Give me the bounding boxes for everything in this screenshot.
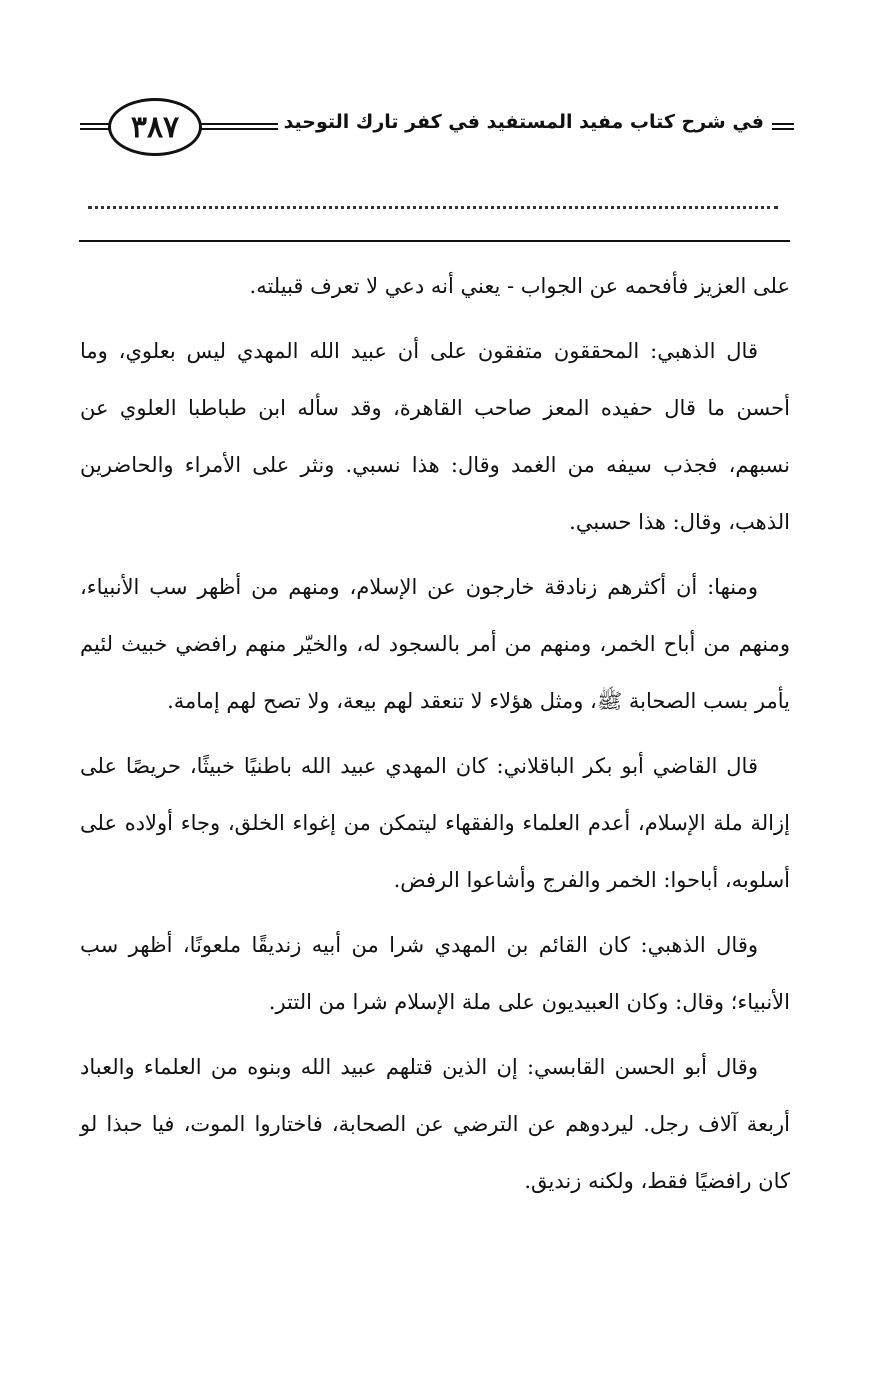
paragraph: قال القاضي أبو بكر الباقلاني: كان المهدي عبيد الله باطنيًا خبيثًا، حريصًا على إزالة ملة الإسلام، أعدم العلماء والفقهاء ليتمكن من إغواء الخلق، وجاء أولاده على أسلوبه، أباحوا: الخمر والفرج وأشاعوا الرفض. xyxy=(80,754,790,892)
page-header xyxy=(80,98,792,160)
ornament-double-line xyxy=(772,123,794,130)
paragraph: ومنها: أن أكثرهم زنادقة خارجون عن الإسلام، ومنهم من أظهر سب الأنبياء، ومنهم من أباح الخمر، ومنهم من أمر بالسجود له، والخيّر منهم رافضي خبيث لئيم يأمر بسب الصحابة ﷺ، ومثل هؤلاء لا تنعقد لهم بيعة، ولا تصح لهم إمامة. xyxy=(80,575,790,713)
running-title: في شرح كتاب مفيد المستفيد في كفر تارك التوحيد xyxy=(283,111,764,133)
paragraph: على العزيز فأفحمه عن الجواب - يعني أنه دعي لا تعرف قبيلته. xyxy=(249,274,790,298)
header-rule xyxy=(79,240,790,242)
paragraph: وقال الذهبي: كان القائم بن المهدي شرا من أبيه زنديقًا ملعونًا، أظهر سب الأنبياء؛ وقال: وكان العبيديون على ملة الإسلام شرا من التتر. xyxy=(80,933,790,1014)
paragraph: قال الذهبي: المحققون متفقون على أن عبيد الله المهدي ليس بعلوي، وما أحسن ما قال حفيده المعز صاحب القاهرة، وقد سأله ابن طباطبا العلوي عن نسبهم، فجذب سيفه من الغمد وقال: هذا نسبي. ونثر على الأمراء والحاضرين الذهب، وقال: هذا حسبي. xyxy=(80,339,790,534)
dotted-separator xyxy=(88,196,778,209)
paragraph: وقال أبو الحسن القابسي: إن الذين قتلهم عبيد الله وبنوه من العلماء والعباد أربعة آلاف رجل. ليردوهم عن الترضي عن الصحابة، فاختاروا الموت، فيا حبذا لو كان رافضيًا فقط، ولكنه زنديق. xyxy=(80,1055,790,1193)
ornament-double-line xyxy=(80,123,110,130)
page-number: ٣٨٧ xyxy=(108,98,202,156)
body-text xyxy=(80,258,790,1210)
ornament-double-line xyxy=(198,123,278,130)
